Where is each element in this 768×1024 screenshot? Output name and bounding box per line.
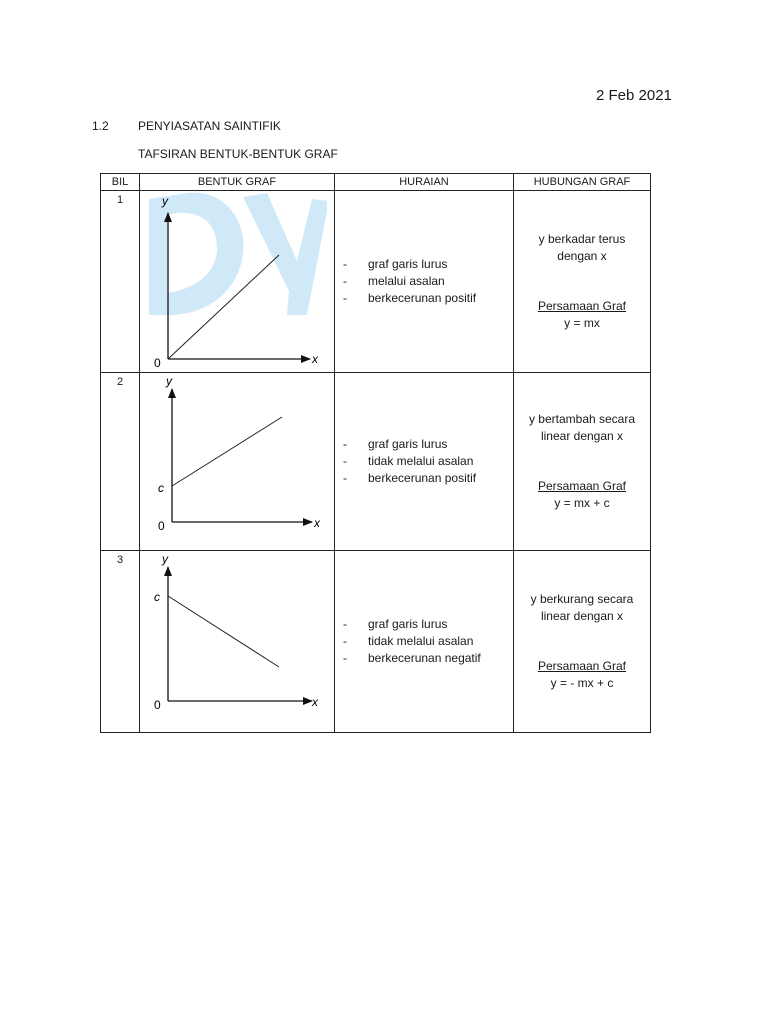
relation-text: y bertambah secara linear dengan x: [528, 412, 636, 443]
description-text: berkecerunan positif: [368, 291, 477, 305]
list-item: [343, 290, 513, 307]
graph-cell: [140, 551, 335, 733]
subtitle: TAFSIRAN BENTUK-BENTUK GRAF: [138, 147, 338, 161]
equation-label: Persamaan Graf: [537, 659, 627, 673]
section-title: PENYIASATAN SAINTIFIK: [138, 119, 281, 133]
table-row: [101, 191, 651, 373]
table-header-row: [101, 174, 651, 191]
description-list: [335, 436, 513, 487]
dash-marker: -: [343, 471, 347, 485]
list-item: [343, 256, 513, 273]
relation-text: y berkurang secara linear dengan x: [530, 592, 634, 623]
date: 2 Feb 2021: [596, 87, 672, 104]
origin-label: 0: [158, 519, 165, 533]
relation-cell: [514, 191, 651, 373]
intercept-label: c: [154, 590, 160, 604]
header-huraian: HURAIAN: [335, 174, 514, 191]
dash-marker: -: [343, 257, 347, 271]
description-text: graf garis lurus: [368, 437, 448, 451]
description-cell: [335, 373, 514, 551]
list-item: [343, 453, 513, 470]
equation-label: Persamaan Graf: [537, 299, 627, 313]
list-item: [343, 650, 513, 667]
list-item: [343, 616, 513, 633]
description-text: berkecerunan negatif: [368, 651, 481, 665]
list-item: [343, 436, 513, 453]
description-text: berkecerunan positif: [368, 471, 477, 485]
description-text: tidak melalui asalan: [368, 634, 474, 648]
y-axis-label: y: [162, 552, 168, 566]
description-list: [335, 256, 513, 307]
graph-line: [168, 596, 279, 667]
y-axis-label: y: [166, 374, 172, 388]
description-list: [335, 616, 513, 667]
graph-cell: [140, 373, 335, 551]
dash-marker: -: [343, 634, 347, 648]
list-item: [343, 633, 513, 650]
description-text: graf garis lurus: [368, 257, 448, 271]
equation: y = mx + c: [554, 496, 610, 510]
x-axis-label: x: [312, 695, 318, 709]
graph-table: [100, 173, 651, 733]
header-bentuk-graf: BENTUK GRAF: [140, 174, 335, 191]
list-item: [343, 273, 513, 290]
relation-cell: [514, 551, 651, 733]
relation-cell: [514, 373, 651, 551]
graph-cell: [140, 191, 335, 373]
graph-direct-proportion: [140, 191, 335, 372]
dash-marker: -: [343, 274, 347, 288]
relation-text: y berkadar terus dengan x: [538, 232, 626, 263]
description-text: melalui asalan: [368, 274, 445, 288]
intercept-label: c: [158, 481, 164, 495]
dash-marker: -: [343, 291, 347, 305]
row-number: 2: [101, 373, 140, 551]
dash-marker: -: [343, 437, 347, 451]
equation: y = - mx + c: [550, 676, 614, 690]
section-number: 1.2: [92, 119, 109, 133]
row-number: 1: [101, 191, 140, 373]
list-item: [343, 470, 513, 487]
dash-marker: -: [343, 617, 347, 631]
description-text: graf garis lurus: [368, 617, 448, 631]
graph-line: [168, 255, 279, 359]
graph-negative-gradient: [140, 551, 335, 732]
header-hubungan-graf: HUBUNGAN GRAF: [514, 174, 651, 191]
graph-positive-intercept: [140, 373, 335, 550]
dash-marker: -: [343, 651, 347, 665]
header-bil: BIL: [101, 174, 140, 191]
graph-line: [172, 417, 282, 486]
table-row: [101, 551, 651, 733]
x-axis-label: x: [312, 352, 318, 366]
y-axis-label: y: [162, 194, 168, 208]
equation: y = mx: [564, 316, 600, 330]
description-cell: [335, 551, 514, 733]
description-cell: [335, 191, 514, 373]
equation-label: Persamaan Graf: [537, 479, 627, 493]
origin-label: 0: [154, 356, 161, 370]
description-text: tidak melalui asalan: [368, 454, 474, 468]
row-number: 3: [101, 551, 140, 733]
origin-label: 0: [154, 698, 161, 712]
x-axis-label: x: [314, 516, 320, 530]
dash-marker: -: [343, 454, 347, 468]
table-row: [101, 373, 651, 551]
